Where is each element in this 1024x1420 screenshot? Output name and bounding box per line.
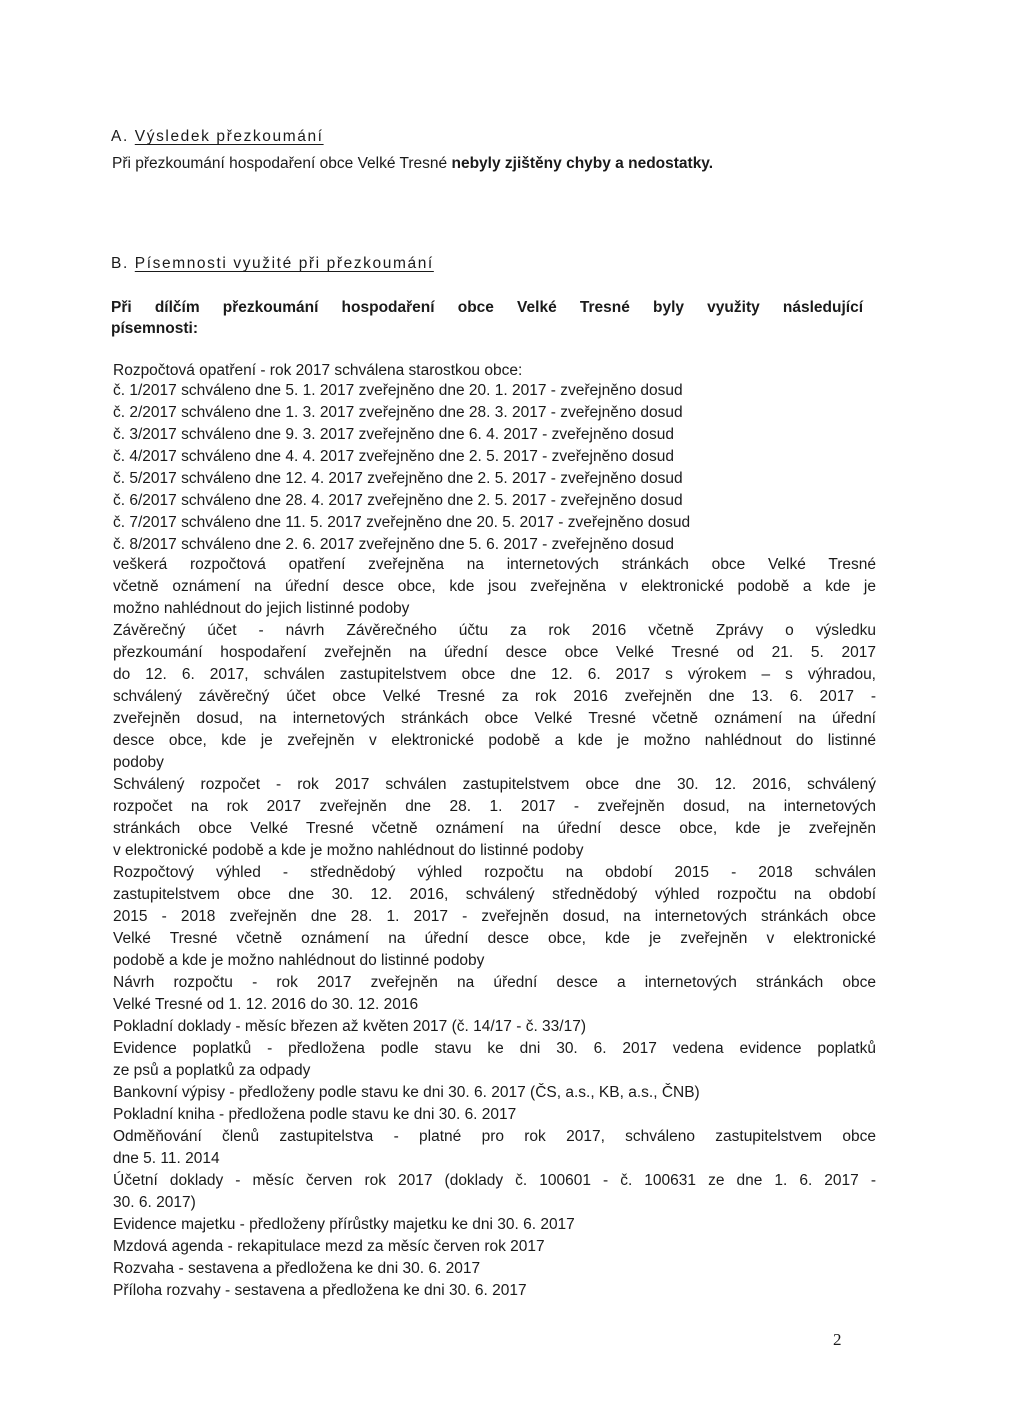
section-a-conclusion: nebyly zjištěny chyby a nedostatky. (451, 155, 714, 172)
document-line: Velké Tresné od 1. 12. 2016 do 30. 12. 2016 (113, 996, 419, 1013)
document-line: do 12. 6. 2017, schválen zastupitelstvem obce dne 12. 6. 2017 s výrokem – s výhradou, (113, 666, 876, 683)
document-line: Závěrečný účet - návrh Závěrečného účtu za rok 2016 včetně Zprávy o výsledku (113, 622, 876, 639)
section-b-letter: B. (111, 255, 129, 272)
document-line: Velké Tresné včetně oznámení na úřední desce obce, kde je zveřejněn v elektronické (113, 930, 876, 947)
document-line: podobě a kde je možno nahlédnout do listinné podoby (113, 952, 485, 969)
document-line: veškerá rozpočtová opatření zveřejněna na internetových stránkách obce Velké Tresné (113, 556, 876, 573)
document-line: Pokladní kniha - předložena podle stavu ke dni 30. 6. 2017 (113, 1106, 517, 1123)
document-line: Evidence poplatků - předložena podle stavu ke dni 30. 6. 2017 vedena evidence poplatků (113, 1040, 876, 1057)
document-line: možno nahlédnout do jejich listinné podoby (113, 600, 410, 617)
document-line: zveřejněn dosud, na internetových stránkách obce Velké Tresné včetně oznámení na úřední (113, 710, 876, 727)
document-line: schválený závěrečný účet obce Velké Tresné za rok 2016 zveřejněn dne 13. 6. 2017 - (113, 688, 876, 705)
document-line: 30. 6. 2017) (113, 1194, 196, 1211)
document-line: podoby (113, 754, 164, 771)
budget-measure-line: č. 1/2017 schváleno dne 5. 1. 2017 zveřejněno dne 20. 1. 2017 - zveřejněno dosud (113, 382, 683, 399)
document-line: včetně oznámení na úřední desce obce, kde jsou zveřejněna v elektronické podobě a kde je (113, 578, 876, 595)
document-line: Účetní doklady - měsíc červen rok 2017 (doklady č. 100601 - č. 100631 ze dne 1. 6. 2017 - (113, 1172, 876, 1189)
document-line: Příloha rozvahy - sestavena a předložena ke dni 30. 6. 2017 (113, 1282, 527, 1299)
document-line: 2015 - 2018 zveřejněn dne 28. 1. 2017 - zveřejněn dosud, na internetových stránkách obce (113, 908, 876, 925)
document-line: Pokladní doklady - měsíc březen až květen 2017 (č. 14/17 - č. 33/17) (113, 1018, 587, 1035)
document-line: zastupitelstvem obce dne 30. 12. 2016, schválený střednědobý výhled rozpočtu na období (113, 886, 876, 903)
section-b-intro-line: písemnosti: (111, 320, 198, 337)
section-b-heading (111, 255, 434, 273)
document-line: Bankovní výpisy - předloženy podle stavu ke dni 30. 6. 2017 (ČS, a.s., KB, a.s., ČNB) (113, 1084, 700, 1101)
section-a-title: Výsledek přezkoumání (134, 128, 324, 145)
page-number: 2 (833, 1330, 842, 1349)
document-line: stránkách obce Velké Tresné včetně oznámení na úřední desce obce, kde je zveřejněn (113, 820, 876, 837)
document-line: dne 5. 11. 2014 (113, 1150, 220, 1167)
document-line: Odměňování členů zastupitelstva - platné pro rok 2017, schváleno zastupitelstvem obce (113, 1128, 876, 1145)
section-a-result (112, 154, 713, 174)
section-a-letter: A. (111, 128, 129, 145)
section-b-title: Písemnosti využité při přezkoumání (134, 255, 434, 272)
budget-measure-line: č. 7/2017 schváleno dne 11. 5. 2017 zveřejněno dne 20. 5. 2017 - zveřejněno dosud (113, 514, 691, 531)
budget-measure-line: č. 8/2017 schváleno dne 2. 6. 2017 zveřejněno dne 5. 6. 2017 - zveřejněno dosud (113, 536, 674, 553)
budget-measure-line: č. 4/2017 schváleno dne 4. 4. 2017 zveřejněno dne 2. 5. 2017 - zveřejněno dosud (113, 448, 674, 465)
document-line: desce obce, kde je zveřejněn v elektronické podobě a kde je možno nahlédnout do listinné (113, 732, 876, 749)
section-a-heading (111, 128, 324, 146)
document-line: ze psů a poplatků za odpady (113, 1062, 311, 1079)
document-line: Schválený rozpočet - rok 2017 schválen zastupitelstvem obce dne 30. 12. 2016, schválený (113, 776, 876, 793)
document-line: Rozpočtová opatření - rok 2017 schválena starostkou obce: (113, 362, 523, 379)
document-line: Evidence majetku - předloženy přírůstky majetku ke dni 30. 6. 2017 (113, 1216, 575, 1233)
document-line: přezkoumání hospodaření zveřejněn na úřední desce obce Velké Tresné od 21. 5. 2017 (113, 644, 876, 661)
section-b-intro-line: Při dílčím přezkoumání hospodaření obce Velké Tresné byly využity následující (111, 299, 863, 316)
budget-measure-line: č. 5/2017 schváleno dne 12. 4. 2017 zveřejněno dne 2. 5. 2017 - zveřejněno dosud (113, 470, 683, 487)
budget-measure-line: č. 6/2017 schváleno dne 28. 4. 2017 zveřejněno dne 2. 5. 2017 - zveřejněno dosud (113, 492, 683, 509)
document-line: rozpočet na rok 2017 zveřejněn dne 28. 1. 2017 - zveřejněn dosud, na internetových (113, 798, 876, 815)
document-line: v elektronické podobě a kde je možno nahlédnout do listinné podoby (113, 842, 584, 859)
document-line: Rozpočtový výhled - střednědobý výhled rozpočtu na období 2015 - 2018 schválen (113, 864, 876, 881)
document-line: Mzdová agenda - rekapitulace mezd za měsíc červen rok 2017 (113, 1238, 545, 1255)
budget-measure-line: č. 3/2017 schváleno dne 9. 3. 2017 zveřejněno dne 6. 4. 2017 - zveřejněno dosud (113, 426, 674, 443)
section-a-text: Při přezkoumání hospodaření obce Velké Tresné (112, 155, 448, 172)
document-line: Návrh rozpočtu - rok 2017 zveřejněn na úřední desce a internetových stránkách obce (113, 974, 876, 991)
budget-measure-line: č. 2/2017 schváleno dne 1. 3. 2017 zveřejněno dne 28. 3. 2017 - zveřejněno dosud (113, 404, 683, 421)
document-line: Rozvaha - sestavena a předložena ke dni 30. 6. 2017 (113, 1260, 481, 1277)
